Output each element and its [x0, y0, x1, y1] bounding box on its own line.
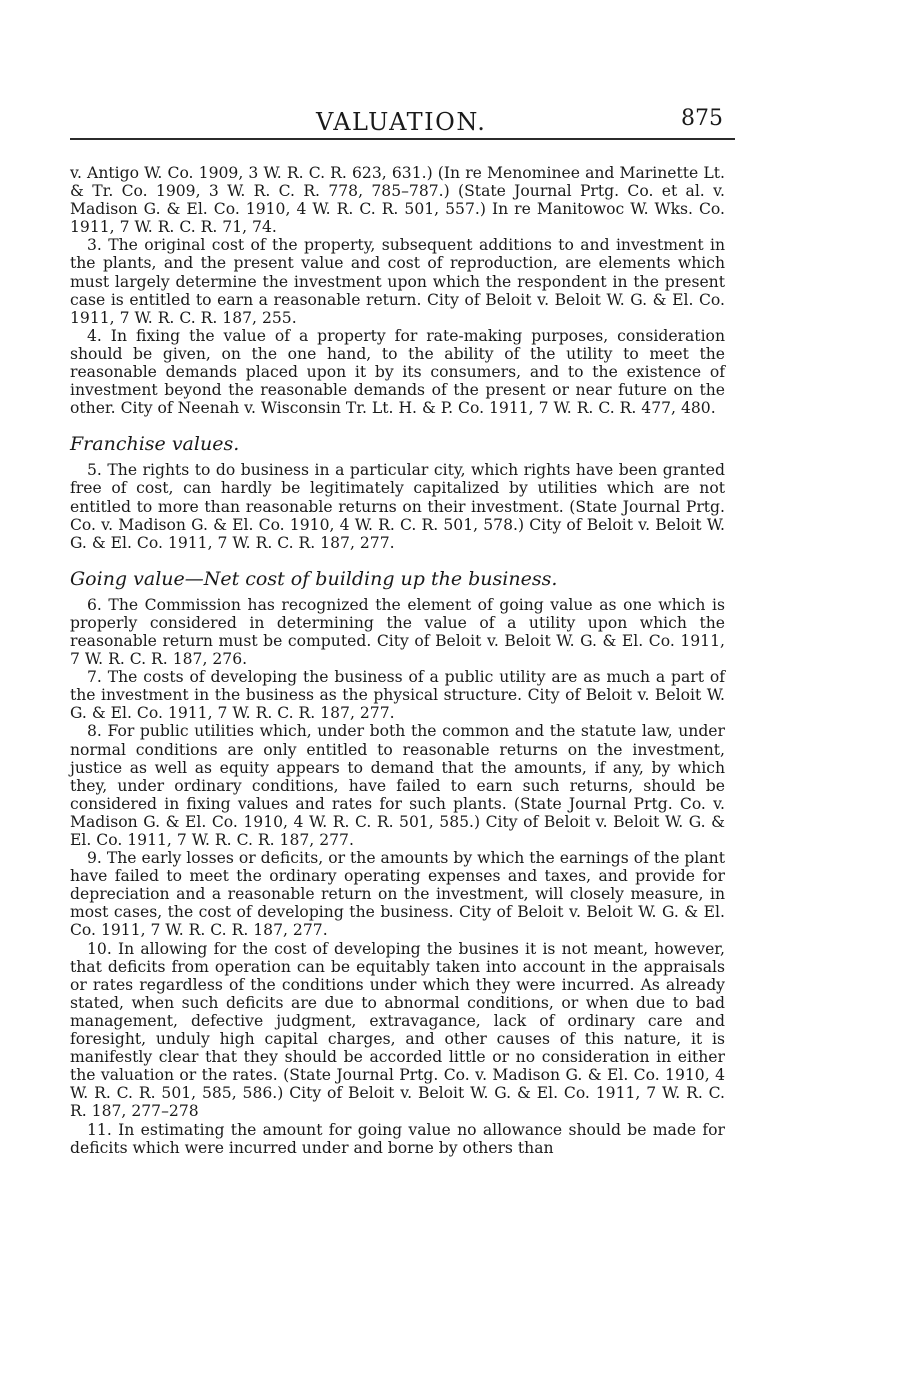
paragraph-6: 6. The Commission has recognized the element of going value as one which is properly considered in determining the value of a utility upon which the reasonable return must be computed. City of Beloit v. Beloit W. G. & El. Co. 1911, 7 W. R. C. R. 187, 276.	[70, 595, 725, 669]
document-page	[70, 104, 725, 1157]
paragraph-4: 4. In fixing the value of a property for rate-making purposes, consideration should be given, on the one hand, to the ability of the utility to meet the reasonable demands placed upon it by its consumers, and to the existence of investment beyond the reasonable demands of the present or near future on the other. City of Neenah v. Wisconsin Tr. Lt. H. & P. Co. 1911, 7 W. R. C. R. 477, 480.	[70, 326, 725, 418]
body-text	[70, 164, 725, 1157]
section-heading-going-value: Going value—Net cost of building up the business.	[70, 567, 558, 590]
paragraph-8: 8. For public utilities which, under both the common and the statute law, under normal conditions are only entitled to reasonable returns on the investment, justice as well as equity appears to demand that the amounts, if any, by which they, under ordinary conditions, have failed to earn such returns, should be considered in fixing values and rates for such plants. (State Journal Prtg. Co. v. Madison G. & El. Co. 1910, 4 W. R. C. R. 501, 585.) City of Beloit v. Beloit W. G. & El. Co. 1911, 7 W. R. C. R. 187, 277.	[70, 722, 725, 849]
paragraph-7: 7. The costs of developing the business of a public utility are as much a part of the investment in the business as the physical structure. City of Beloit v. Beloit W. G. & El. Co. 1911, 7 W. R. C. R. 187, 277.	[70, 668, 725, 723]
paragraph-5: 5. The rights to do business in a particular city, which rights have been granted free of cost, can hardly be legitimately capitalized by utilities which are not entitled to more than reasonable returns on their investment. (State Journal Prtg. Co. v. Madison G. & El. Co. 1910, 4 W. R. C. R. 501, 578.) City of Beloit v. Beloit W. G. & El. Co. 1911, 7 W. R. C. R. 187, 277.	[70, 461, 725, 552]
running-title: VALUATION.	[316, 108, 487, 136]
page-header	[70, 104, 725, 138]
header-rule	[70, 138, 735, 140]
section-heading-franchise-values: Franchise values.	[70, 433, 240, 456]
paragraph-continued: v. Antigo W. Co. 1909, 3 W. R. C. R. 623, 631.) (In re Menominee and Marinette Lt. & Tr. Co. 1909, 3 W. R. C. R. 778, 785–787.) (State Journal Prtg. Co. et al. v. Madison G. & El. Co. 1910, 4 W. R. C. R. 501, 557.) In re Manitowoc W. Wks. Co. 1911, 7 W. R. C. R. 71, 74.	[70, 164, 725, 237]
paragraph-10: 10. In allowing for the cost of developing the busines it is not meant, however, that deficits from operation can be equitably taken into account in the appraisals or rates regardless of the conditions under which they were incurred. As already stated, when such deficits are due to abnormal conditions, or when due to bad management, defective judgment, extravagance, lack of ordinary care and foresight, unduly high capital charges, and other causes of this nature, it is manifestly clear that they should be accorded little or no consideration in either the valuation or the rates. (State Journal Prtg. Co. v. Madison G. & El. Co. 1910, 4 W. R. C. R. 501, 585, 586.) City of Beloit v. Beloit W. G. & El. Co. 1911, 7 W. R. C. R. 187, 277–278	[70, 939, 725, 1121]
paragraph-9: 9. The early losses or deficits, or the amounts by which the earnings of the plant have failed to meet the ordinary operating expenses and taxes, and provide for depreciation and a reasonable return on the investment, will closely measure, in most cases, the cost of developing the business. City of Beloit v. Beloit W. G. & El. Co. 1911, 7 W. R. C. R. 187, 277.	[70, 849, 725, 940]
paragraph-11: 11. In estimating the amount for going value no allowance should be made for deficits which were incurred under and borne by others than	[70, 1120, 725, 1157]
paragraph-3: 3. The original cost of the property, subsequent additions to and investment in the plants, and the present value and cost of reproduction, are elements which must largely determine the investment upon which the respondent in the present case is entitled to earn a reasonable return. City of Beloit v. Beloit W. G. & El. Co. 1911, 7 W. R. C. R. 187, 255.	[70, 236, 725, 327]
page-number: 875	[681, 106, 723, 131]
